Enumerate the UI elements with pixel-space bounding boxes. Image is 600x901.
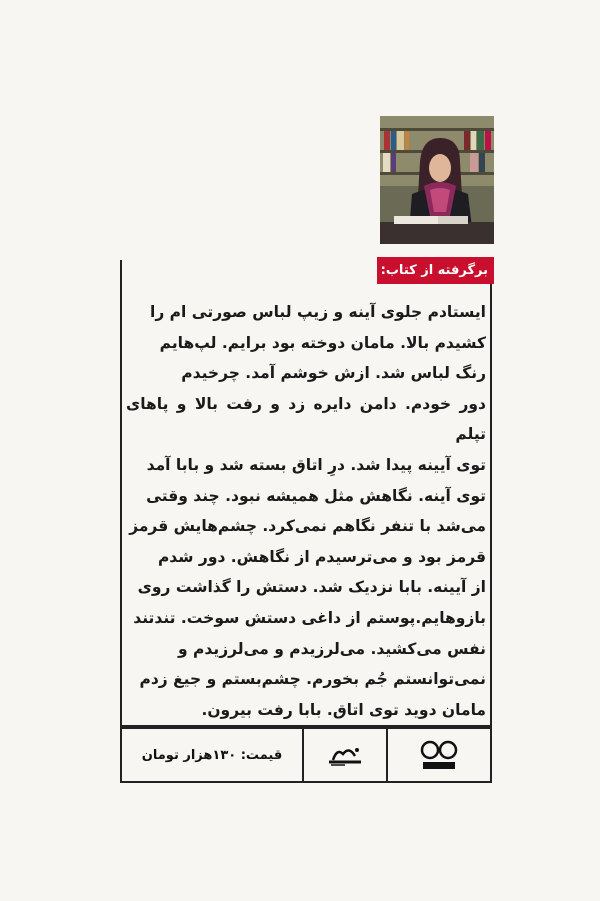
author-photo (380, 116, 494, 244)
excerpt-line: ایستادم جلوی آینه و زیپ لباس صورتی ام را (150, 303, 486, 321)
excerpt-line: دور خودم. دامن دایره زد و رفت بالا و پاهای تپلم (126, 394, 486, 444)
excerpt-line: نفس می‌کشید. می‌لرزیدم و می‌لرزیدم و (178, 639, 486, 658)
glasses-icon (417, 738, 461, 772)
excerpt-line: رنگ لباس شد. ازش خوشم آمد. چرخیدم (181, 364, 486, 383)
excerpt-line: کشیدم بالا. مامان دوخته بود برایم. لپ‌هایم (159, 333, 486, 352)
brand-logo-icon (325, 742, 365, 768)
publisher-logo-cell (388, 729, 490, 781)
excerpt-line: نمی‌توانستم جُم بخورم. چشم‌بستم و جیغ زدم (139, 670, 486, 689)
excerpt-text (126, 297, 486, 725)
price-footer (120, 727, 492, 783)
excerpt-label (377, 257, 494, 284)
excerpt-line: مامان دوید توی اتاق. بابا رفت بیرون. (201, 700, 486, 719)
price-text: قیمت: ۱۳۰هزار تومان (141, 747, 283, 763)
price-cell (122, 729, 304, 781)
excerpt-line: می‌شد با تنفر نگاهم نمی‌کرد. چشم‌هایش قرمز (129, 517, 486, 536)
excerpt-label-text: برگرفته از کتاب: (380, 263, 488, 278)
excerpt-line: از آیینه. بابا نزدیک شد. دستش را گذاشت روی (137, 578, 486, 597)
excerpt-line: بازوهایم.پوستم از داغی دستش سوخت. تندتند (133, 608, 486, 627)
excerpt-line: توی آیینه پیدا شد. درِ اتاق بسته شد و بابا آمد (146, 455, 486, 474)
excerpt-line: قرمز بود و می‌ترسیدم از نگاهش. دور شدم (157, 547, 486, 566)
excerpt-line: توی آینه. نگاهش مثل همیشه نبود. چند وقتی (146, 486, 486, 505)
brand-logo-cell (304, 729, 388, 781)
